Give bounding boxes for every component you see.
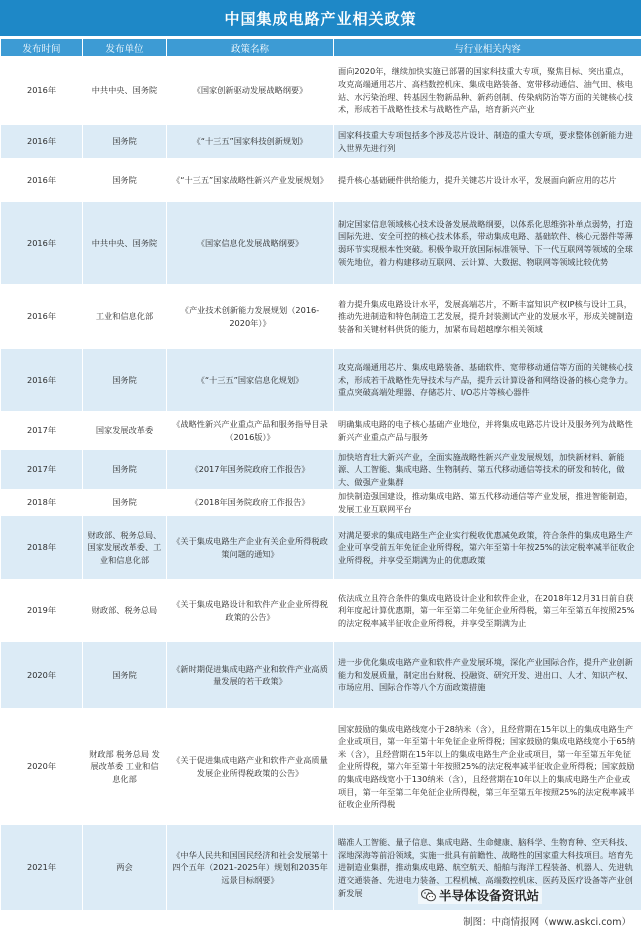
wechat-icon [421, 889, 436, 902]
cell-year: 2020年 [1, 709, 83, 825]
cell-content: 加快培育壮大新兴产业，全面实施战略性新兴产业发展规划，加快新材料、新能源、人工智能、集成电路、生物制药、第五代移动通信等技术的研发和转化，做大、做强产业集群 [334, 450, 641, 490]
cell-year: 2016年 [1, 202, 83, 285]
cell-issuer: 国务院 [83, 125, 167, 159]
cell-policy-name: 《国家创新驱动发展战略纲要》 [167, 57, 334, 125]
cell-policy-name: 《国家信息化发展战略纲要》 [167, 202, 334, 285]
cell-policy-name: 《2018年国务院政府工作报告》 [167, 490, 334, 516]
cell-issuer: 国家发展改革委 [83, 412, 167, 450]
cell-policy-name: 《“十三五”国家战略性新兴产业发展规划》 [167, 159, 334, 202]
cell-year: 2018年 [1, 516, 83, 580]
wechat-watermark [418, 886, 542, 904]
footer [0, 908, 641, 931]
cell-content: 攻克高端通用芯片、集成电路装备、基础软件、宽带移动通信等方面的关键核心技术，形成若干战略性先导技术与产品，提升云计算设备和网络设备的核心竞争力。重点突破高端处理器、存储芯片、I/O芯片等核心器件 [334, 349, 641, 412]
page-title: 中国集成电路产业相关政策 [0, 0, 641, 36]
cell-issuer: 中共中央、国务院 [83, 57, 167, 125]
cell-year: 2017年 [1, 412, 83, 450]
cell-issuer: 国务院 [83, 159, 167, 202]
cell-policy-name: 《关于促进集成电路产业和软件产业高质量发展企业所得税政策的公告》 [167, 709, 334, 825]
cell-year: 2020年 [1, 642, 83, 709]
table-row [1, 57, 641, 125]
cell-content: 明确集成电路的电子核心基础产业地位，并将集成电路芯片设计及服务列为战略性新兴产业重点产品与服务 [334, 412, 641, 450]
cell-policy-name: 《战略性新兴产业重点产品和服务指导目录（2016版）》 [167, 412, 334, 450]
cell-content: 对满足要求的集成电路生产企业实行税收优惠减免政策，符合条件的集成电路生产企业可享受前五年免征企业所得税，第六年至第十年按25%的法定税率减半征收企业所得税，并享受至期满为止的优惠政策 [334, 516, 641, 580]
table-row [1, 642, 641, 709]
cell-content: 国家科技重大专项包括多个涉及芯片设计、制造的重大专项，要求整体创新能力进入世界先进行列 [334, 125, 641, 159]
wechat-account-name: 半导体设备资讯站 [439, 888, 540, 903]
table-header-row [1, 39, 641, 57]
cell-year: 2016年 [1, 57, 83, 125]
cell-year: 2016年 [1, 125, 83, 159]
cell-content: 加快制造强国建设，推动集成电路、第五代移动通信等产业发展，推进智能制造，发展工业互联网平台 [334, 490, 641, 516]
cell-policy-name: 《新时期促进集成电路产业和软件产业高质量发展的若干政策》 [167, 642, 334, 709]
table-row [1, 825, 641, 911]
cell-content: 进一步优化集成电路产业和软件产业发展环境，深化产业国际合作，提升产业创新能力和发展质量，制定出台财税、投融资、研究开发、进出口、人才、知识产权、市场应用、国际合作等八个方面政策措施 [334, 642, 641, 709]
cell-year: 2016年 [1, 285, 83, 349]
cell-policy-name: 《关于集成电路设计和软件产业企业所得税政策的公告》 [167, 580, 334, 642]
cell-content: 瞄准人工智能、量子信息、集成电路、生命健康、脑科学、生物育种、空天科技、深地深海等前沿领域，实施一批具有前瞻性、战略性的国家重大科技项目。培育先进制造业集群，推动集成电路、航空航天、船舶与海洋工程装备、机器人、先进轨道交通装备、先进电力装备、工程机械、高端数控机床、医药及医疗设备等产业创新发展 [334, 825, 641, 911]
table-row [1, 580, 641, 642]
cell-issuer: 国务院 [83, 642, 167, 709]
cell-year: 2017年 [1, 450, 83, 490]
cell-content: 面向2020年，继续加快实施已部署的国家科技重大专项，聚焦目标、突出重点，攻克高端通用芯片、高档数控机床、集成电路装备、宽带移动通信、油气田、核电站、水污染治理、转基因生物新品种、新药创制、传染病防治等方面的关键核心技术，形成若干战略性技术与战略性产品，培育新兴产业 [334, 57, 641, 125]
cell-content: 国家鼓励的集成电路线宽小于28纳米（含），且经营期在15年以上的集成电路生产企业或项目，第一年至第十年免征企业所得税；国家鼓励的集成电路线宽小于65纳米（含），且经营期在15年以上的集成电路生产企业或项目，第一年至第五年免征企业所得税，第六年至第十年按照25%的法定税率减半征收企业所得税；国家鼓励的集成电路线宽小于130纳米（含），且经营期在10年以上的集成电路生产企业或项目，第一年至第二年免征企业所得税，第三年至第五年按照25%的法定税率减半征收企业所得税 [334, 709, 641, 825]
header-content: 与行业相关内容 [334, 39, 641, 57]
cell-year: 2021年 [1, 825, 83, 911]
cell-year: 2016年 [1, 159, 83, 202]
cell-issuer: 两会 [83, 825, 167, 911]
cell-year: 2019年 [1, 580, 83, 642]
table-row [1, 159, 641, 202]
cell-issuer: 国务院 [83, 490, 167, 516]
cell-policy-name: 《关于集成电路生产企业有关企业所得税政策问题的通知》 [167, 516, 334, 580]
cell-issuer: 国务院 [83, 450, 167, 490]
table-row [1, 202, 641, 285]
table-row [1, 125, 641, 159]
table-row [1, 285, 641, 349]
cell-issuer: 中共中央、国务院 [83, 202, 167, 285]
header-policy-name: 政策名称 [167, 39, 334, 57]
table-row [1, 349, 641, 412]
table-row [1, 516, 641, 580]
table-row [1, 490, 641, 516]
header-issuer: 发布单位 [83, 39, 167, 57]
cell-issuer: 财政部、税务总局 [83, 580, 167, 642]
cell-content: 着力提升集成电路设计水平，发展高端芯片，不断丰富知识产权IP核与设计工具，推动先进制造和特色制造工艺发展，提升封装测试产业的发展水平，形成关键制造装备和关键材料供货的能力，加紧布局超越摩尔相关领域 [334, 285, 641, 349]
cell-policy-name: 《中华人民共和国国民经济和社会发展第十四个五年（2021-2025年）规划和2035年远景目标纲要》 [167, 825, 334, 911]
cell-year: 2018年 [1, 490, 83, 516]
cell-policy-name: 《“十三五”国家信息化规划》 [167, 349, 334, 412]
table-row [1, 412, 641, 450]
cell-content: 制定国家信息领域核心技术设备发展战略纲要，以体系化思维弥补单点弱势，打造国际先进、安全可控的核心技术体系，带动集成电路、基础软件、核心元器件等薄弱环节实现根本性突破。积极争取开放国际标准领导、下一代互联网等领域的全球领先地位，着力构建移动互联网、云计算、大数据、物联网等领域比较优势 [334, 202, 641, 285]
cell-policy-name: 《2017年国务院政府工作报告》 [167, 450, 334, 490]
cell-content: 依法成立且符合条件的集成电路设计企业和软件企业，在2018年12月31日前自获利年度起计算优惠期，第一年至第二年免征企业所得税，第三年至第五年按照25%的法定税率减半征收企业所得税，并享受至期满为止 [334, 580, 641, 642]
cell-issuer: 财政部、税务总局、国家发展改革委、工业和信息化部 [83, 516, 167, 580]
policy-table [0, 38, 641, 911]
table-row [1, 450, 641, 490]
source-credit: 制图：中商情报网（www.askci.com） [463, 917, 631, 928]
cell-policy-name: 《“十三五”国家科技创新规划》 [167, 125, 334, 159]
cell-policy-name: 《产业技术创新能力发展规划（2016-2020年）》 [167, 285, 334, 349]
cell-issuer: 工业和信息化部 [83, 285, 167, 349]
table-row [1, 709, 641, 825]
cell-content: 提升核心基础硬件供给能力，提升关键芯片设计水平，发展面向新应用的芯片 [334, 159, 641, 202]
header-year: 发布时间 [1, 39, 83, 57]
cell-issuer: 财政部 税务总局 发展改革委 工业和信息化部 [83, 709, 167, 825]
cell-year: 2016年 [1, 349, 83, 412]
cell-issuer: 国务院 [83, 349, 167, 412]
